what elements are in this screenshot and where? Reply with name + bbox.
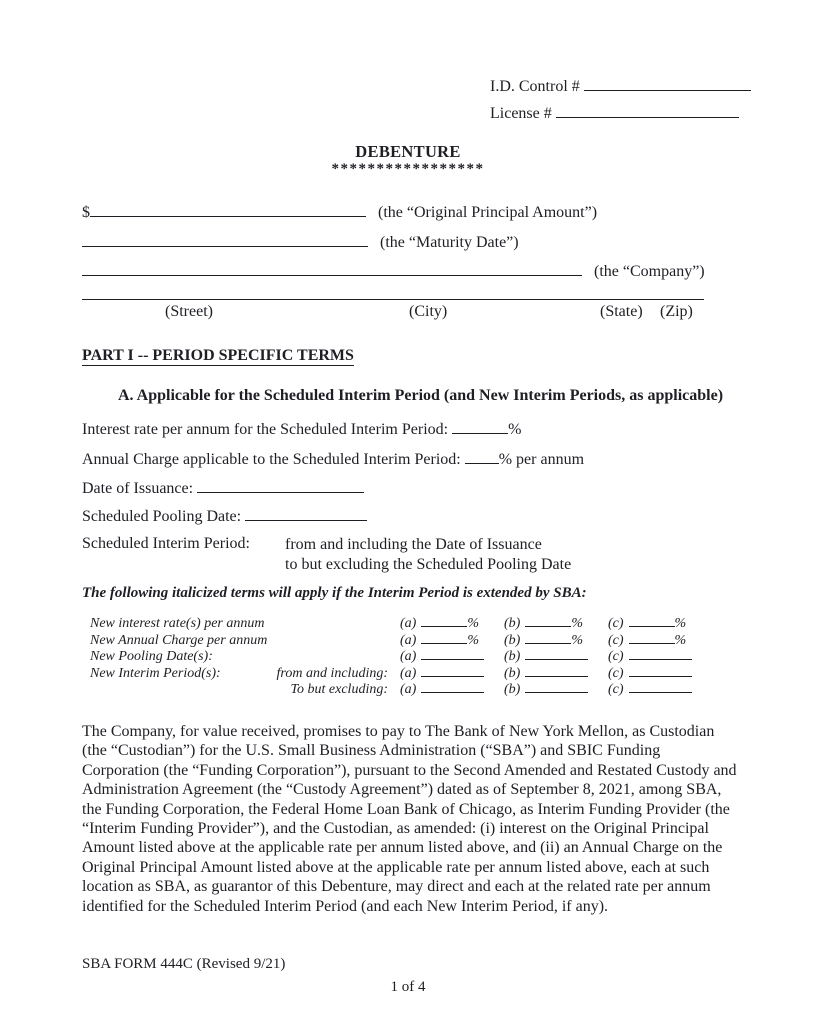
- cell-c-percent-sign: %: [674, 632, 687, 648]
- extension-row-label: New Annual Charge per annum: [90, 632, 268, 648]
- date-of-issuance-label: Date of Issuance:: [82, 480, 194, 497]
- cell-a-prefix: (a): [400, 632, 417, 648]
- extension-row: [90, 649, 712, 666]
- city-label: (City): [409, 303, 448, 320]
- cell-b-prefix: (b): [504, 665, 521, 681]
- scheduled-interim-period-row: [82, 535, 571, 574]
- cell-a: [400, 616, 504, 633]
- state-label: (State): [600, 303, 643, 320]
- page-number: 1 of 4: [390, 979, 426, 995]
- cell-c-prefix: (c): [608, 632, 624, 648]
- original-principal-line: [82, 204, 597, 222]
- extension-row: [90, 633, 712, 650]
- cell-a-prefix: (a): [400, 649, 417, 665]
- cell-c-prefix: (c): [608, 682, 624, 698]
- cell-c: [608, 616, 712, 633]
- cell-c-blank: [629, 641, 675, 644]
- interim-from-line: from and including the Date of Issuance: [285, 536, 542, 553]
- annual-charge-blank: [465, 461, 499, 464]
- dollar-sign: $: [82, 204, 90, 221]
- cell-b: [504, 666, 608, 683]
- title-block: [0, 142, 816, 175]
- cell-a-blank: [421, 624, 467, 627]
- address-labels-row: [82, 303, 704, 325]
- scheduled-pooling-date-blank: [245, 518, 367, 521]
- id-control-blank: [584, 88, 751, 91]
- part1-heading: [82, 347, 354, 365]
- cell-a-prefix: (a): [400, 682, 417, 698]
- license-label: License #: [490, 105, 552, 122]
- cell-b-blank: [525, 624, 571, 627]
- cell-c-prefix: (c): [608, 616, 624, 631]
- part1-heading-text: PART I -- PERIOD SPECIFIC TERMS: [82, 347, 354, 364]
- scheduled-pooling-date-label: Scheduled Pooling Date:: [82, 508, 242, 525]
- cell-a-prefix: (a): [400, 616, 417, 631]
- extension-row-label: New Pooling Date(s):: [90, 649, 213, 665]
- extension-row-sublabel: To but excluding:: [290, 682, 388, 698]
- street-label: (Street): [165, 303, 213, 320]
- cell-a: [400, 649, 504, 666]
- cell-a-blank: [421, 641, 467, 644]
- cell-a: [400, 682, 504, 699]
- scheduled-interim-period-description: [285, 535, 571, 574]
- cell-b-prefix: (b): [504, 616, 521, 631]
- cell-b: [504, 649, 608, 666]
- title-stars-divider: *****************: [331, 161, 485, 177]
- cell-c-prefix: (c): [608, 649, 624, 665]
- extension-row-sublabel: from and including:: [276, 665, 388, 681]
- cell-c: [608, 682, 712, 699]
- cell-a-percent-sign: %: [467, 616, 479, 631]
- original-principal-caption: (the “Original Principal Amount”): [378, 204, 598, 221]
- cell-a-prefix: (a): [400, 665, 417, 681]
- zip-label: (Zip): [660, 303, 693, 320]
- interest-rate-line: [82, 421, 521, 439]
- extension-row: [90, 616, 712, 633]
- company-caption: (the “Company”): [594, 263, 705, 280]
- interim-to-line: to but excluding the Scheduled Pooling Date: [285, 555, 572, 573]
- date-of-issuance-line: [82, 480, 364, 498]
- cell-c: [608, 633, 712, 650]
- cell-b-blank: [525, 641, 571, 644]
- id-control-label: I.D. Control #: [490, 78, 580, 95]
- license-blank: [556, 115, 739, 118]
- scheduled-pooling-date-line: [82, 508, 367, 526]
- cell-b-percent-sign: %: [571, 616, 583, 631]
- address-blank-rule: [82, 299, 704, 300]
- extension-row-label: New Interim Period(s):: [90, 665, 221, 681]
- cell-b-prefix: (b): [504, 649, 521, 665]
- cell-b: [504, 633, 608, 650]
- cell-c-blank: [629, 657, 692, 660]
- annual-charge-suffix: % per annum: [498, 451, 585, 468]
- scheduled-interim-period-label: Scheduled Interim Period:: [82, 535, 250, 552]
- section-a-heading: A. Applicable for the Scheduled Interim Period (and New Interim Periods, as applicable): [118, 387, 724, 404]
- cell-c: [608, 649, 712, 666]
- cell-c-blank: [629, 674, 692, 677]
- cell-c-blank: [629, 624, 675, 627]
- company-blank: [82, 273, 582, 276]
- maturity-date-caption: (the “Maturity Date”): [380, 234, 519, 251]
- cell-b-prefix: (b): [504, 682, 521, 698]
- cell-b-percent-sign: %: [571, 632, 583, 648]
- cell-b: [504, 616, 608, 633]
- maturity-date-line: [82, 234, 519, 252]
- interest-rate-label: Interest rate per annum for the Scheduled Interim Period:: [82, 421, 449, 438]
- cell-c-prefix: (c): [608, 665, 624, 681]
- promise-to-pay-paragraph: The Company, for value received, promises to pay to The Bank of New York Mellon, as Custodian (the “Custodian”) for the U.S. Small Business Administration (“SBA”) and SBIC Funding Corporation (the “Funding Corporation”), pursuant to the Second Amended and Restated Custody and Administration Agreement (the “Custody Agreement”) dated as of September 8, 2021, among SBA, the Funding Corporation, the Federal Home Loan Bank of Chicago, as Interim Funding Provider (the “Interim Funding Provider”), and the Custodian, as amended: (i) interest on the Original Principal Amount listed above at the applicable rate per annum listed above, and (ii) an Annual Charge on the Original Principal Amount listed above at the applicable rate per annum listed above, each at such location as SBA, as guarantor of this Debenture, may direct and each at the related rate per annum identified for the Scheduled Interim Period (and each New Interim Period, if any).: [82, 723, 737, 915]
- cell-b-blank: [525, 690, 588, 693]
- annual-charge-label: Annual Charge applicable to the Scheduled Interim Period:: [82, 451, 461, 468]
- extension-row: [90, 666, 712, 683]
- cell-b-prefix: (b): [504, 632, 521, 648]
- original-principal-blank: [90, 214, 366, 217]
- cell-c: [608, 666, 712, 683]
- cell-c-percent-sign: %: [674, 616, 687, 631]
- interest-rate-percent-sign: %: [508, 421, 522, 438]
- cell-a: [400, 633, 504, 650]
- cell-c-blank: [629, 690, 692, 693]
- extension-table: [90, 616, 712, 699]
- company-line: [82, 263, 705, 281]
- cell-a: [400, 666, 504, 683]
- id-license-block: [490, 77, 751, 131]
- date-of-issuance-blank: [197, 490, 364, 493]
- cell-a-percent-sign: %: [467, 632, 479, 648]
- form-title: DEBENTURE: [355, 142, 461, 161]
- extension-note: The following italicized terms will apply if the Interim Period is extended by SBA:: [82, 585, 587, 601]
- cell-a-blank: [421, 674, 484, 677]
- cell-b-blank: [525, 657, 588, 660]
- cell-a-blank: [421, 657, 484, 660]
- form-number: SBA FORM 444C (Revised 9/21): [82, 956, 286, 972]
- cell-a-blank: [421, 690, 484, 693]
- maturity-date-blank: [82, 244, 368, 247]
- extension-row-label: New interest rate(s) per annum: [90, 616, 265, 631]
- cell-b: [504, 682, 608, 699]
- interest-rate-blank: [452, 431, 508, 434]
- extension-row: [90, 682, 712, 699]
- annual-charge-line: [82, 451, 584, 469]
- cell-b-blank: [525, 674, 588, 677]
